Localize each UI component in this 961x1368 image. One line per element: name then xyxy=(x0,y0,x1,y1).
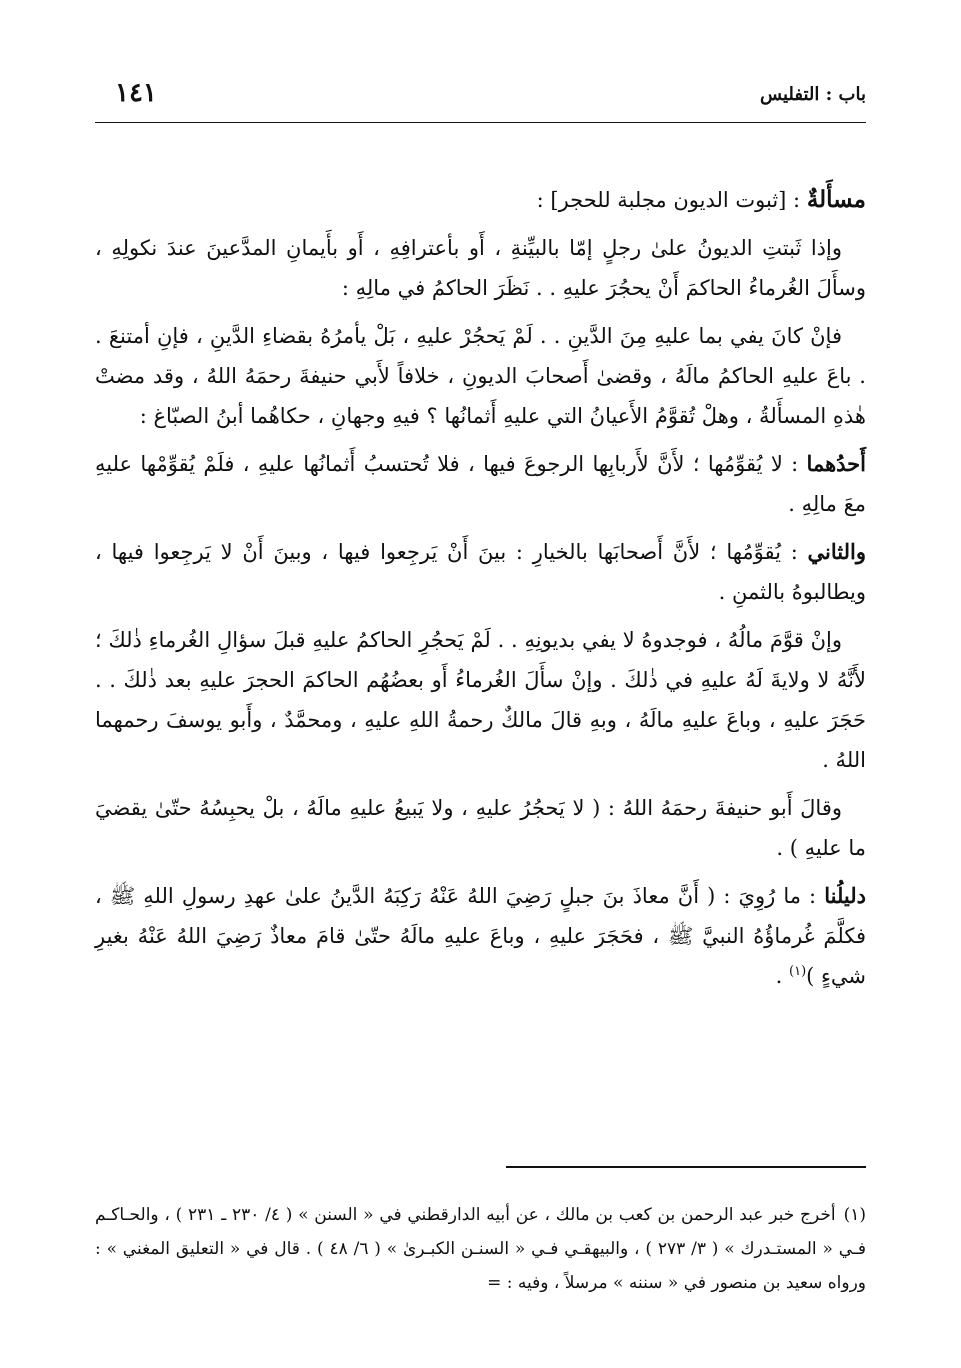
paragraph-1 xyxy=(95,228,866,308)
footnote-reference[interactable]: (١) xyxy=(789,964,807,979)
paragraph-lead: دليلُنا xyxy=(824,883,866,908)
paragraph-lead: والثاني xyxy=(807,539,866,564)
paragraph-text: : يُقوِّمُها ؛ لأَنَّ أَصحابَها بالخيارِ : بينَ أَنْ يَرجِعوا فيها ، وبينَ أَنْ لا يَرجِعوا فيها ، ويطالبوهُ بالثمنِ . xyxy=(95,540,866,604)
paragraph-6 xyxy=(95,788,866,868)
footnote-divider xyxy=(506,1166,866,1168)
footnote-text: أخرج خبر عبد الرحمن بن كعب بن مالك ، عن أبيه الدارقطني في « السنن » ( ٤/ ٢٣٠ ـ ٢٣١ ) ، والحـاكـم فـي « المستـدرك » ( ٣/ ٢٧٣ ) ، والبيهقـي فـي « السنـن الكبـرىٰ » ( ٦/ ٤٨ ) . قال في « التعليق المغني » : ورواه سعيد بن منصور في « سننه » مرسلاً ، وفيه : = xyxy=(95,1205,867,1293)
paragraph-text: : لا يُقوِّمُها ؛ لأَنَّ لأَربابِها الرجوعَ فيها ، فلا تُحتسبُ أَثمانُها عليهِ ، فلَمْ يُقوِّمْها عليهِ معَ مالِهِ . xyxy=(95,452,866,516)
chapter-title: باب : التفليس xyxy=(760,84,866,105)
header-divider xyxy=(95,122,866,123)
paragraph-text: : ما رُوِيَ : ( أَنَّ معاذَ بنَ جبلٍ رَضِيَ اللهُ عَنْهُ رَكِبَهُ الدَّينُ علىٰ عهدِ رسولِ اللهِ ﷺ ، فكلَّمَ غُرماؤُهُ النبيَّ ﷺ ، فحَجَرَ عليهِ ، وباعَ عليهِ مالَهُ حتّىٰ قامَ معاذٌ رَضِيَ اللهُ عَنْهُ بغيرِ شيءٍ ) xyxy=(95,884,866,988)
footnote-1 xyxy=(95,1198,866,1300)
footnote-marker: (١) xyxy=(843,1205,866,1225)
paragraph-tail: . xyxy=(775,964,790,988)
page-header xyxy=(95,78,866,118)
paragraph-2 xyxy=(95,316,866,436)
footnotes xyxy=(95,1198,866,1308)
paragraph-7 xyxy=(95,876,866,996)
main-text xyxy=(95,180,866,1004)
paragraph-text: وقالَ أَبو حنيفةَ رحمَهُ اللهُ : ( لا يَحجُرُ عليهِ ، ولا يَبيعُ عليهِ مالَهُ ، بلْ يحبِسُهُ حتّىٰ يقضيَ ما عليهِ ) . xyxy=(95,796,866,860)
issue-title: : [ثبوت الديون مجلبة للحجر] : xyxy=(536,188,807,212)
issue-label: مسأَلةٌ xyxy=(806,186,866,213)
paragraph-5 xyxy=(95,620,866,780)
paragraph-3 xyxy=(95,444,866,524)
page-number: ١٤١ xyxy=(115,78,157,108)
section-heading xyxy=(95,180,866,220)
paragraph-text: وإنْ قوَّمَ مالُهُ ، فوجدوهُ لا يفي بديونِهِ . . لَمْ يَحجُرِ الحاكمُ عليهِ قبلَ سؤالِ الغُرماءِ ذٰلكَ ؛ لأَنَّهُ لا ولايةَ لَهُ عليهِ في ذٰلكَ . وإنْ سأَلَ الغُرماءُ أَو بعضُهُم الحاكمَ الحجرَ عليهِ بعد ذٰلكَ . . حَجَرَ عليهِ ، وباعَ عليهِ مالَهُ ، وبهِ قالَ مالكٌ رحمةُ اللهِ عليهِ ، ومحمَّدٌ ، وأَبو يوسفَ رحمهما اللهُ . xyxy=(95,628,866,772)
paragraph-text: وإذا ثَبتتِ الديونُ علىٰ رجلٍ إمّا بالبيِّنةِ ، أَو بأعترافِهِ ، أَو بأَيمانِ المدَّعينَ عندَ نكولِهِ ، وسأَلَ الغُرماءُ الحاكمَ أَنْ يحجُرَ عليهِ . . نَظَرَ الحاكمُ في مالِهِ : xyxy=(95,236,866,300)
paragraph-lead: أَحدُهما xyxy=(806,451,866,476)
paragraph-text: فإنْ كانَ يفي بما عليهِ مِنَ الدَّينِ . . لَمْ يَحجُرْ عليهِ ، بَلْ يأمرُهُ بقضاءِ الدَّينِ ، فإنِ أمتنعَ . . باعَ عليهِ الحاكمُ مالَهُ ، وقضىٰ أَصحابَ الديونِ ، خلافاً لأَبي حنيفةَ رحمَهُ اللهُ ، وقد مضتْ هٰذهِ المسأَلةُ ، وهلْ تُقوَّمُ الأَعيانُ التي عليهِ أَثمانُها ؟ فيهِ وجهانِ ، حكاهُما أبنُ الصبّاغ : xyxy=(95,324,866,428)
paragraph-4 xyxy=(95,532,866,612)
